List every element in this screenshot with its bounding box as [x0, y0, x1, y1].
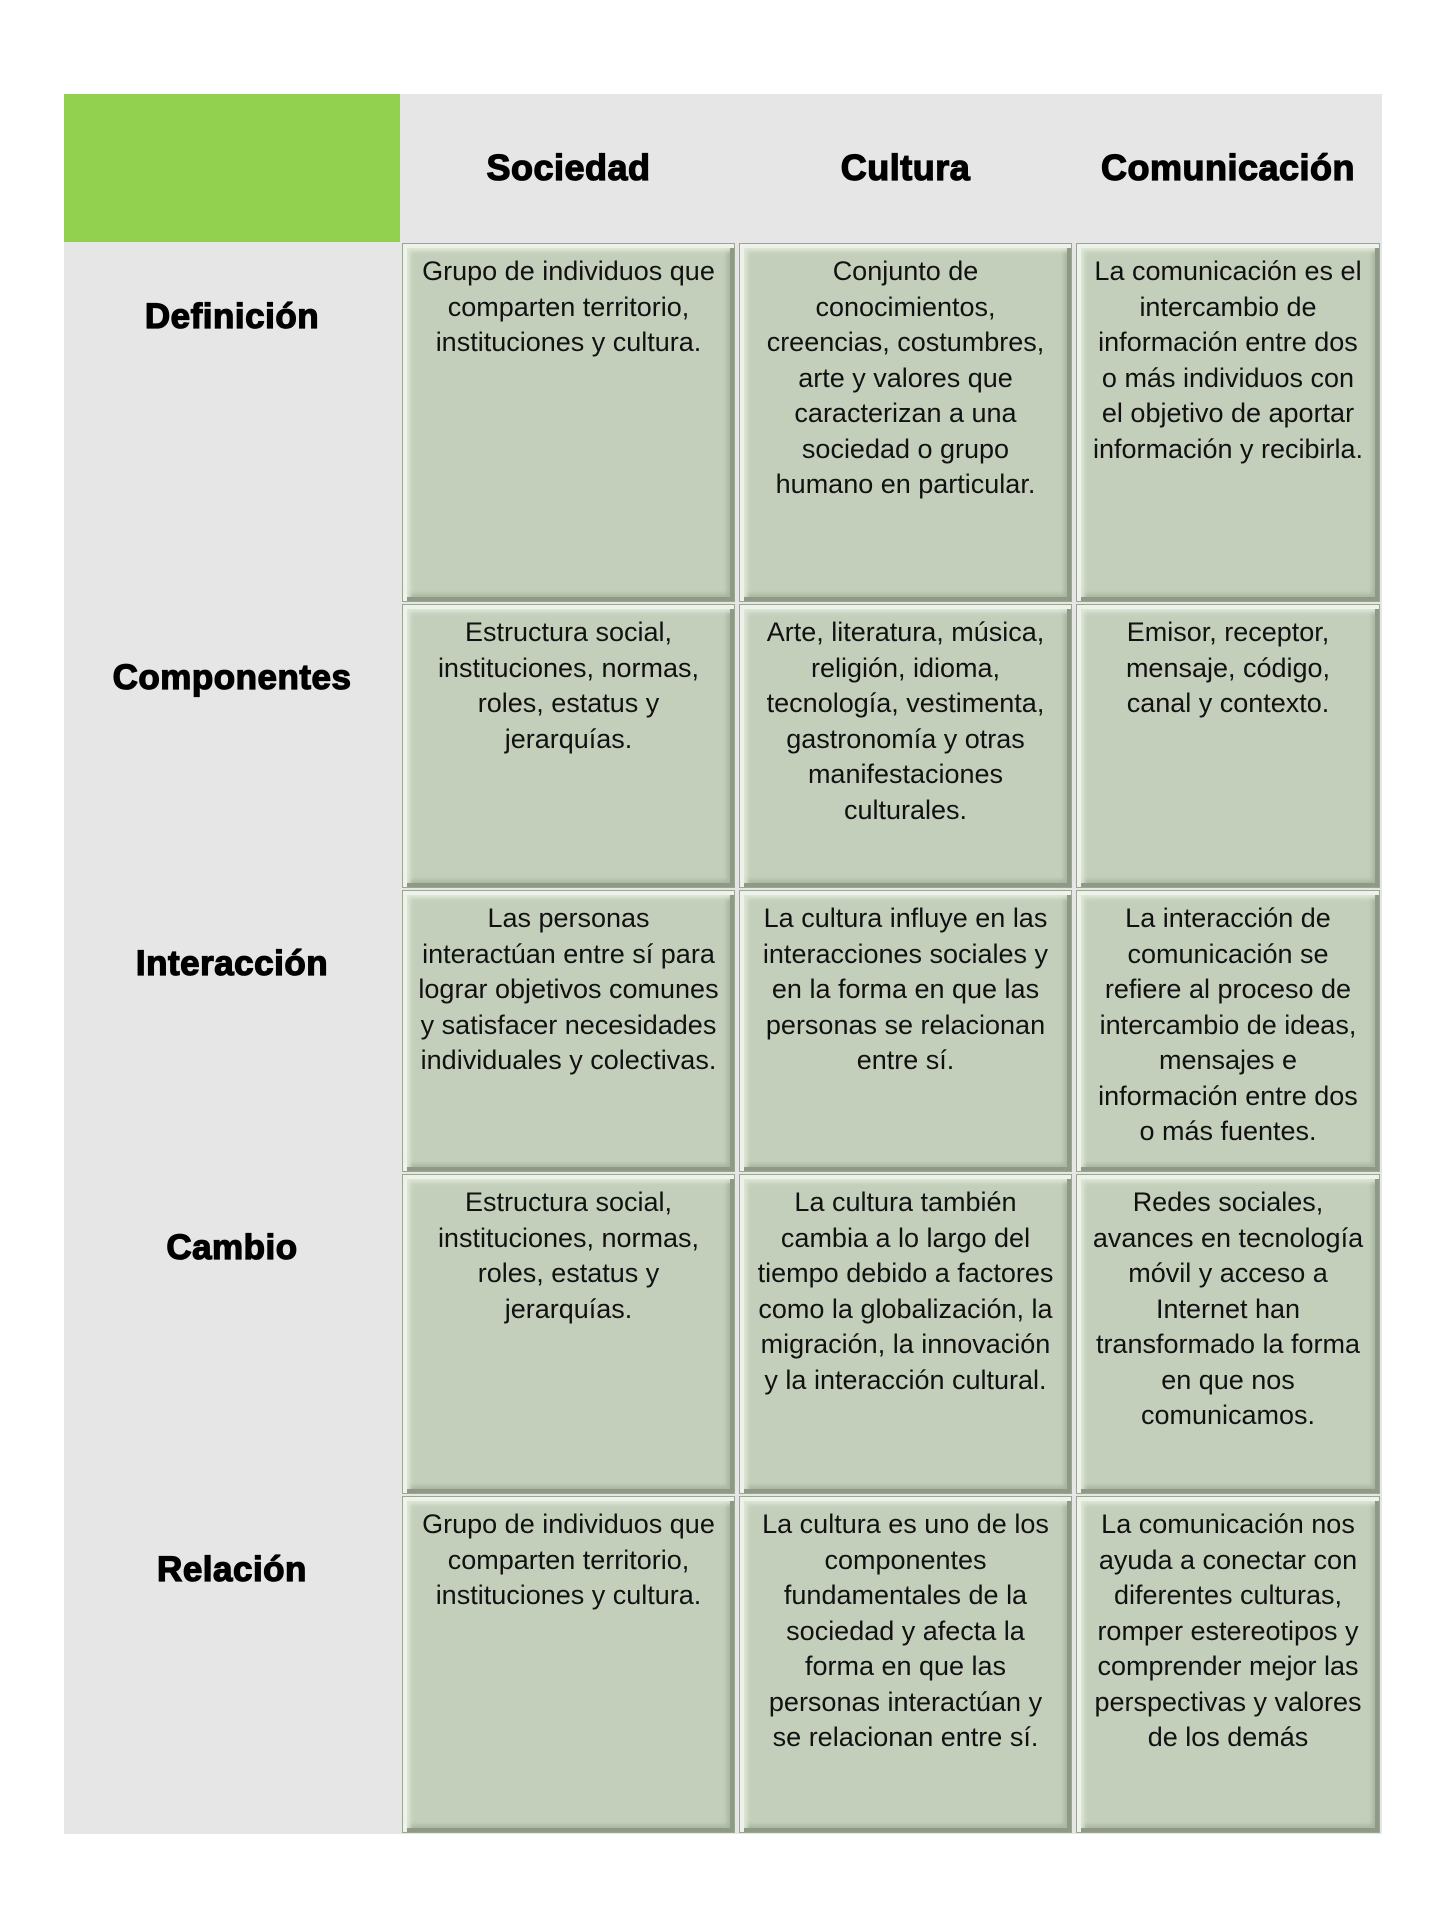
- row-header-cambio: Cambio: [166, 1228, 298, 1267]
- column-header-cultura: Cultura: [840, 147, 971, 188]
- table-cell: Estructura social, instituciones, normas, roles, estatus y jerarquías.: [402, 604, 735, 888]
- table-cell: La cultura también cambia a lo largo del tiempo debido a factores como la globalización, la migración, la innovación y la interacción cultural.: [739, 1174, 1072, 1494]
- table-cell: Las personas interactúan entre sí para lograr objetivos comunes y satisfacer necesidades individuales y colectivas.: [402, 890, 735, 1172]
- column-header-comunicacion: Comunicación: [1100, 147, 1356, 188]
- row-header-componentes: Componentes: [112, 658, 352, 697]
- table-cell: Grupo de individuos que comparten territorio, instituciones y cultura.: [402, 243, 735, 602]
- table-cell: Arte, literatura, música, religión, idioma, tecnología, vestimenta, gastronomía y otras manifestaciones culturales.: [739, 604, 1072, 888]
- row-header-relacion: Relación: [157, 1550, 307, 1589]
- table-cell: Redes sociales, avances en tecnología móvil y acceso a Internet han transformado la forma en que nos comunicamos.: [1076, 1174, 1380, 1494]
- table-cell: La comunicación es el intercambio de información entre dos o más individuos con el objetivo de aportar información y recibirla.: [1076, 243, 1380, 602]
- table-cell: La comunicación nos ayuda a conectar con diferentes culturas, romper estereotipos y comprender mejor las perspectivas y valores de los demás: [1076, 1496, 1380, 1833]
- comparison-table: [64, 94, 1382, 1834]
- table-corner: [64, 94, 400, 242]
- table-cell: La interacción de comunicación se refiere al proceso de intercambio de ideas, mensajes e información entre dos o más fuentes.: [1076, 890, 1380, 1172]
- row-header-definicion: Definición: [144, 297, 320, 336]
- column-header-sociedad: Sociedad: [486, 147, 651, 188]
- table-cell: La cultura influye en las interacciones sociales y en la forma en que las personas se relacionan entre sí.: [739, 890, 1072, 1172]
- table-cell: Emisor, receptor, mensaje, código, canal y contexto.: [1076, 604, 1380, 888]
- table-cell: Grupo de individuos que comparten territorio, instituciones y cultura.: [402, 1496, 735, 1833]
- table-cell: Conjunto de conocimientos, creencias, costumbres, arte y valores que caracterizan a una sociedad o grupo humano en particular.: [739, 243, 1072, 602]
- table-cell: La cultura es uno de los componentes fundamentales de la sociedad y afecta la forma en que las personas interactúan y se relacionan entre sí.: [739, 1496, 1072, 1833]
- row-header-interaccion: Interacción: [135, 944, 329, 983]
- table-cell: Estructura social, instituciones, normas, roles, estatus y jerarquías.: [402, 1174, 735, 1494]
